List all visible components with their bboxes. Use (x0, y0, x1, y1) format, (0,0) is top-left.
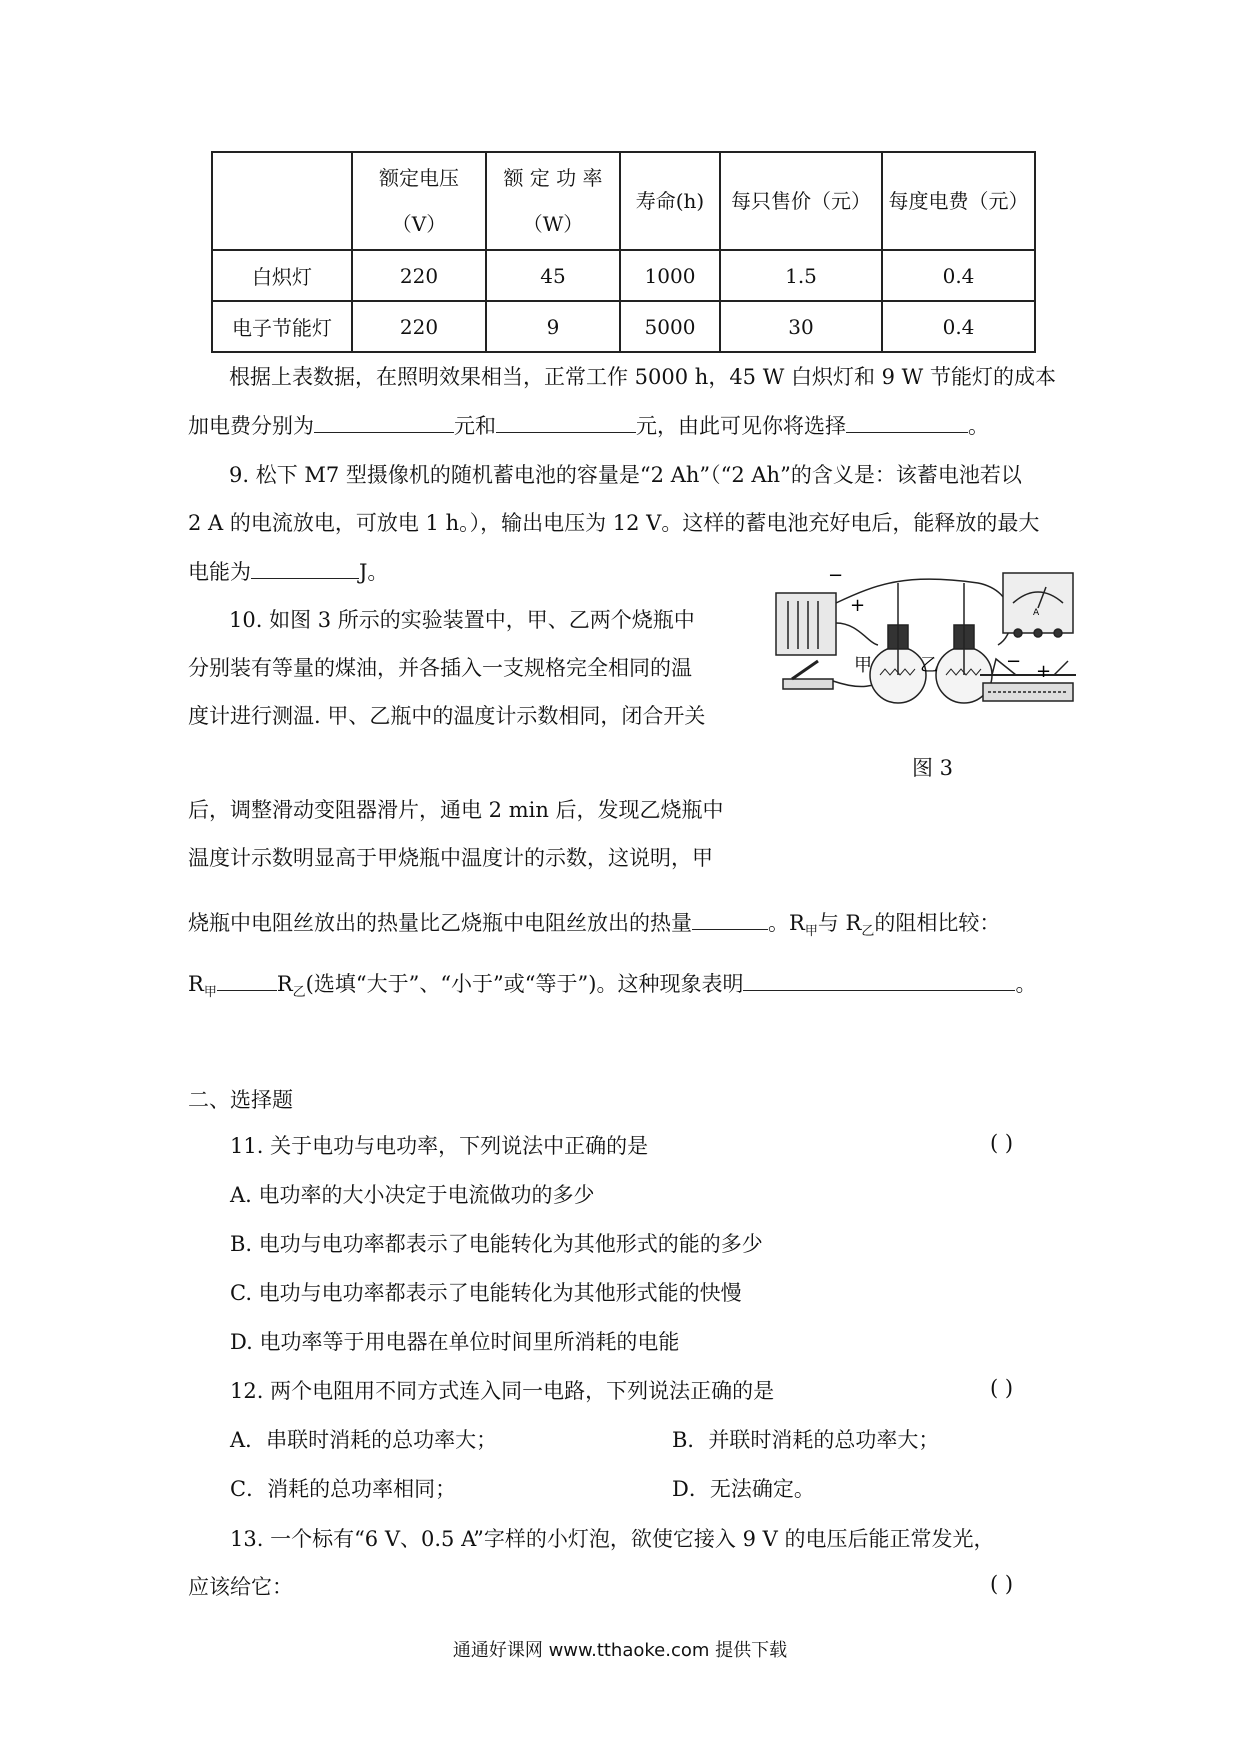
header-rated-voltage: 额定电压 (379, 166, 459, 190)
flask-yi-label: 乙 (920, 655, 938, 676)
minus-label: − (1006, 651, 1022, 672)
answer-blank (251, 556, 359, 579)
q10-line-1: 10. 如图 3 所示的实验装置中，甲、乙两个烧瓶中 (229, 608, 695, 632)
q11-stem: 11. 关于电功与电功率，下列说法中正确的是 (230, 1134, 649, 1158)
plus-label: + (1036, 661, 1052, 682)
subscript-yi: 乙 (292, 985, 306, 1001)
q10-text: 。 (1015, 972, 1037, 996)
switch-icon (783, 679, 833, 689)
q12-option-a: A．串联时消耗的总功率大； (230, 1428, 498, 1452)
q8-text: 元，由此可见你将选择 (636, 414, 846, 438)
subscript-jia: 甲 (203, 985, 217, 1001)
q10-line-2: 分别装有等量的煤油，并各插入一支规格完全相同的温 (188, 656, 692, 680)
subscript-jia: 甲 (804, 924, 818, 940)
q10-text: 的阻相比较： (874, 911, 1001, 935)
table-cell: 5000 (620, 301, 720, 352)
q10-line-5: 温度计示数明显高于甲烧瓶中温度计的示数，这说明，甲 (188, 846, 713, 870)
table-cell: 0.4 (882, 250, 1035, 301)
q9-text: J。 (359, 560, 389, 584)
q8-text: 元和 (454, 414, 496, 438)
table-cell: 220 (352, 301, 486, 352)
q10-text: 与 R (817, 911, 862, 935)
table-cell: 9 (486, 301, 620, 352)
section-title: 二、选择题 (188, 1088, 293, 1112)
q9-line-2: 2 A 的电流放电，可放电 1 h。），输出电压为 12 V。这样的蓄电池充好电后，能释放的最大 (188, 511, 1040, 535)
table-cell: 白炽灯 (212, 250, 352, 301)
answer-blank (743, 968, 1015, 991)
q12-stem: 12. 两个电阻用不同方式连入同一电路，下列说法正确的是 (230, 1379, 775, 1403)
plus-label: + (850, 595, 866, 616)
table-header-cell (212, 152, 352, 250)
answer-blank (846, 410, 968, 433)
q10-line-6 (188, 907, 1000, 947)
header-rated-power-unit: （W） (522, 212, 584, 236)
table-cell: 1000 (620, 250, 720, 301)
q13-line-1: 13. 一个标有“6 V、0.5 A”字样的小灯泡，欲使它接入 9 V 的电压后能正常发光， (230, 1527, 995, 1551)
q10-line-7 (188, 968, 1036, 1008)
q9-line-3 (188, 556, 388, 587)
q13-line-2: 应该给它： (188, 1575, 293, 1599)
q10-text: R (276, 972, 293, 996)
lamp-spec-table (211, 151, 1036, 353)
header-lifetime: 寿命(h) (620, 152, 720, 250)
q8-text: 。 (968, 414, 989, 438)
q12-option-b: B．并联时消耗的总功率大； (672, 1428, 940, 1452)
subscript-yi: 乙 (861, 924, 875, 940)
answer-paren: ( ) (990, 1376, 1014, 1400)
table-cell: 45 (486, 250, 620, 301)
page-footer: 通通好课网 www.tthaoke.com 提供下载 (452, 1640, 788, 1661)
header-rated-power: 额 定 功 率 (503, 166, 603, 190)
answer-blank (692, 907, 768, 930)
header-unit-price: 每只售价（元） (720, 152, 882, 250)
table-cell: 30 (720, 301, 882, 352)
minus-label: − (828, 565, 844, 586)
q9-line-1: 9. 松下 M7 型摄像机的随机蓄电池的容量是“2 Ah”（“2 Ah”的含义是：该蓄电池若以 (229, 463, 1022, 487)
header-electricity-price: 每度电费（元） (882, 152, 1035, 250)
q12-option-d: D．无法确定。 (672, 1477, 815, 1501)
table-header-cell (352, 152, 486, 250)
answer-paren: ( ) (990, 1131, 1014, 1155)
table-cell: 电子节能灯 (212, 301, 352, 352)
q10-text: 烧瓶中电阻丝放出的热量比乙烧瓶中电阻丝放出的热量 (188, 911, 692, 935)
answer-paren: ( ) (990, 1572, 1014, 1596)
flask-jia-label: 甲 (854, 655, 872, 676)
figure-3-apparatus (768, 563, 1090, 719)
table-cell: 1.5 (720, 250, 882, 301)
table-cell: 220 (352, 250, 486, 301)
q11-option-a: A. 电功率的大小决定于电流做功的多少 (230, 1183, 595, 1207)
q11-option-c: C. 电功与电功率都表示了电能转化为其他形式能的快慢 (230, 1281, 742, 1305)
q10-line-3: 度计进行测温. 甲、乙瓶中的温度计示数相同，闭合开关 (188, 704, 706, 728)
table-row (212, 301, 1035, 352)
q8-text: 加电费分别为 (188, 414, 314, 438)
q12-option-c: C．消耗的总功率相同； (230, 1477, 457, 1501)
table-header-cell (486, 152, 620, 250)
table-cell: 0.4 (882, 301, 1035, 352)
answer-blank (217, 968, 277, 991)
q9-text: 电能为 (188, 560, 251, 584)
q11-option-d: D. 电功率等于用电器在单位时间里所消耗的电能 (230, 1330, 680, 1354)
header-rated-voltage-unit: （V） (391, 212, 447, 236)
answer-blank (496, 410, 636, 433)
q10-text: R (188, 972, 204, 996)
figure-caption: 图 3 (912, 756, 954, 780)
q10-text: 。R (768, 911, 805, 935)
ammeter-label: A (1033, 608, 1040, 618)
q11-option-b: B. 电功与电功率都表示了电能转化为其他形式的能的多少 (230, 1232, 763, 1256)
q8-line-2 (188, 410, 989, 441)
q10-text: (选填“大于”、“小于”或“等于”)。这种现象表明 (305, 972, 744, 996)
q8-line-1: 根据上表数据，在照明效果相当，正常工作 5000 h，45 W 白炽灯和 9 W 节能灯的成本 (229, 365, 1056, 389)
q10-line-4: 后，调整滑动变阻器滑片，通电 2 min 后，发现乙烧瓶中 (188, 798, 724, 822)
table-row (212, 250, 1035, 301)
battery-icon (776, 593, 836, 655)
answer-blank (314, 410, 454, 433)
table-header-row (212, 152, 1035, 250)
